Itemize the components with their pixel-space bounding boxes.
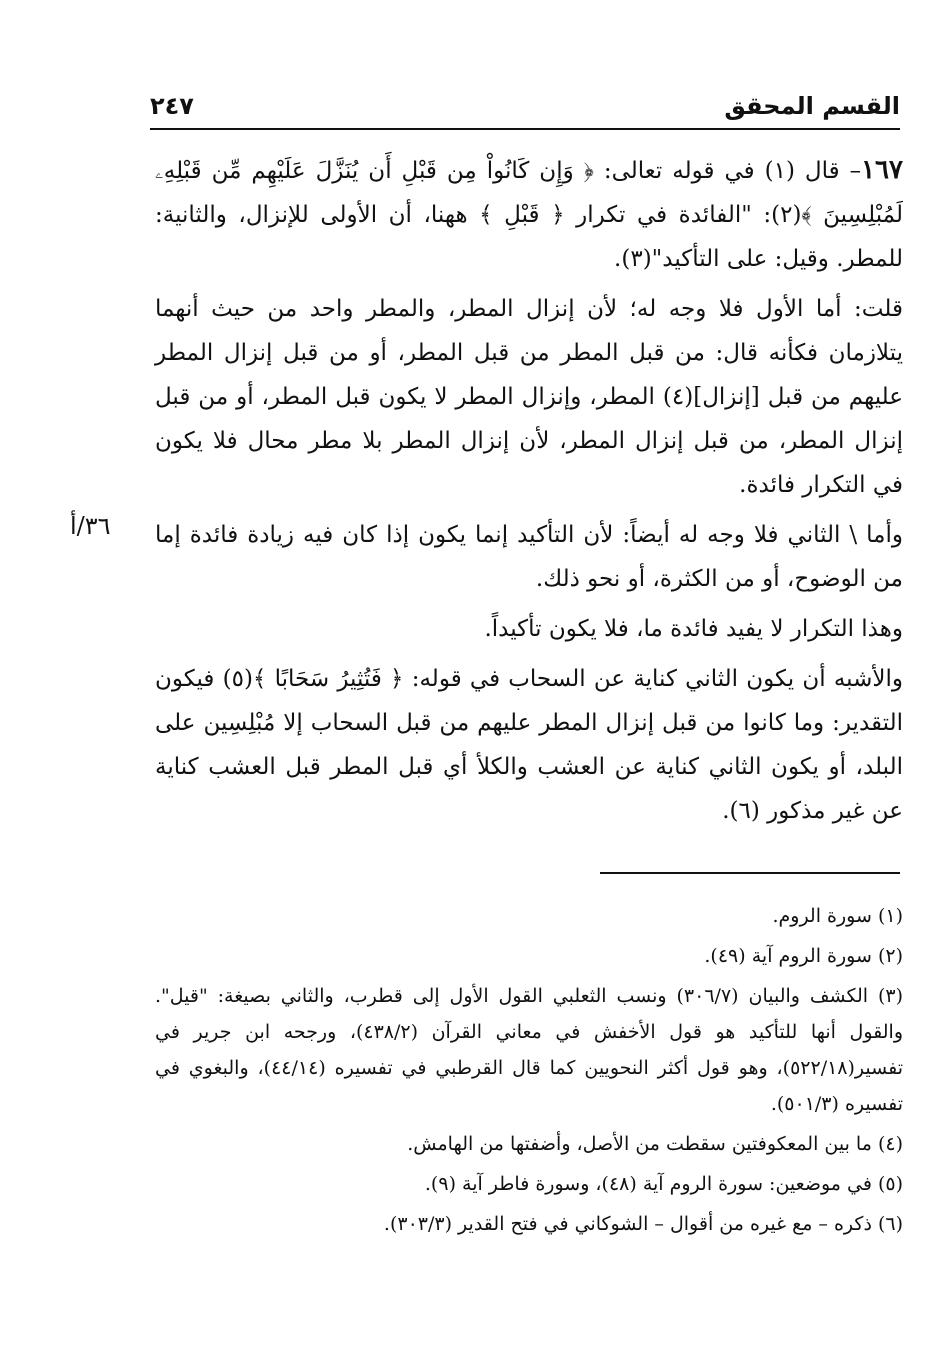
running-header	[150, 88, 900, 130]
footnotes	[155, 898, 903, 1246]
footnote: (٢) سورة الروم آية (٤٩).	[704, 945, 903, 967]
main-text	[155, 148, 903, 839]
footnote: (٣) الكشف والبيان (٣٠٦/٧) ونسب الثعلبي القول الأول إلى قطرب، والثاني بصيغة: "قيل". والقول أنها للتأكيد هو قول الأخفش في معاني القرآن (٤٣٨/٢)، ورجحه ابن جرير في تفسير(٥٢٢/١٨)، وهو قول أكثر النحويين كما قال القرطبي في تفسيره (٤٤/١٤)، والبغوي في تفسيره (٥٠١/٣).	[155, 985, 904, 1115]
paragraph: قلت: أما الأول فلا وجه له؛ لأن إنزال المطر، والمطر واحد من حيث أنهما يتلازمان فكأنه قال: من قبل المطر من قبل المطر، أو من قبل إنزال المطر عليهم من قبل [إنزال](٤) المطر، وإنزال المطر لا يكون قبل المطر، أو من قبل إنزال المطر، من قبل إنزال المطر، لأن إنزال المطر بلا مطر محال فلا يكون في التكرار فائدة.	[155, 296, 903, 498]
footnote: (٦) ذكره – مع غيره من أقوال – الشوكاني في فتح القدير (٣٠٣/٣).	[383, 1213, 903, 1235]
paragraph-167	[155, 148, 903, 281]
paragraph: والأشبه أن يكون الثاني كناية عن السحاب في قوله: ﴿ فَتُثِيرُ سَحَابًا ﴾(٥) فيكون التقدير: وما كانوا من قبل إنزال المطر عليهم من قبل السحاب إلا مُبْلِسِين على البلد، أو يكون الثاني كناية عن العشب والكلأ أي قبل المطر قبل العشب كناية عن غير مذكور (٦).	[155, 666, 903, 824]
paragraph-text: – قال (١) في قوله تعالى: ﴿ وَإِن كَانُواْ مِن قَبْلِ أَن يُنَزَّلَ عَلَيْهِم مِّن قَبْلِهِۦ لَمُبْلِسِينَ ﴾(٢): "الفائدة في تكرار ﴿ قَبْلِ ﴾ ههنا، أن الأولى للإنزال، والثانية: للمطر. وقيل: على التأكيد"(٣).	[155, 158, 903, 272]
paragraph: وهذا التكرار لا يفيد فائدة ما، فلا يكون تأكيداً.	[484, 616, 903, 642]
paragraph: وأما \ الثاني فلا وجه له أيضاً: لأن التأكيد إنما يكون إذا كان فيه زيادة فائدة إما من الوضوح، أو من الكثرة، أو نحو ذلك.	[155, 522, 903, 592]
paragraph-number: ١٦٧	[861, 155, 903, 185]
page-number: ٢٤٧	[150, 92, 194, 120]
footnote: (٥) في موضعين: سورة الروم آية (٤٨)، وسورة فاطر آية (٩).	[424, 1173, 903, 1195]
header-title: القسم المحقق	[724, 92, 900, 120]
footnote: (١) سورة الروم.	[772, 905, 903, 927]
footnote: (٤) ما بين المعكوفتين سقطت من الأصل، وأضفتها من الهامش.	[407, 1133, 903, 1155]
manuscript-folio-note: ٣٦/أ	[70, 512, 111, 540]
footnote-separator	[600, 872, 900, 874]
